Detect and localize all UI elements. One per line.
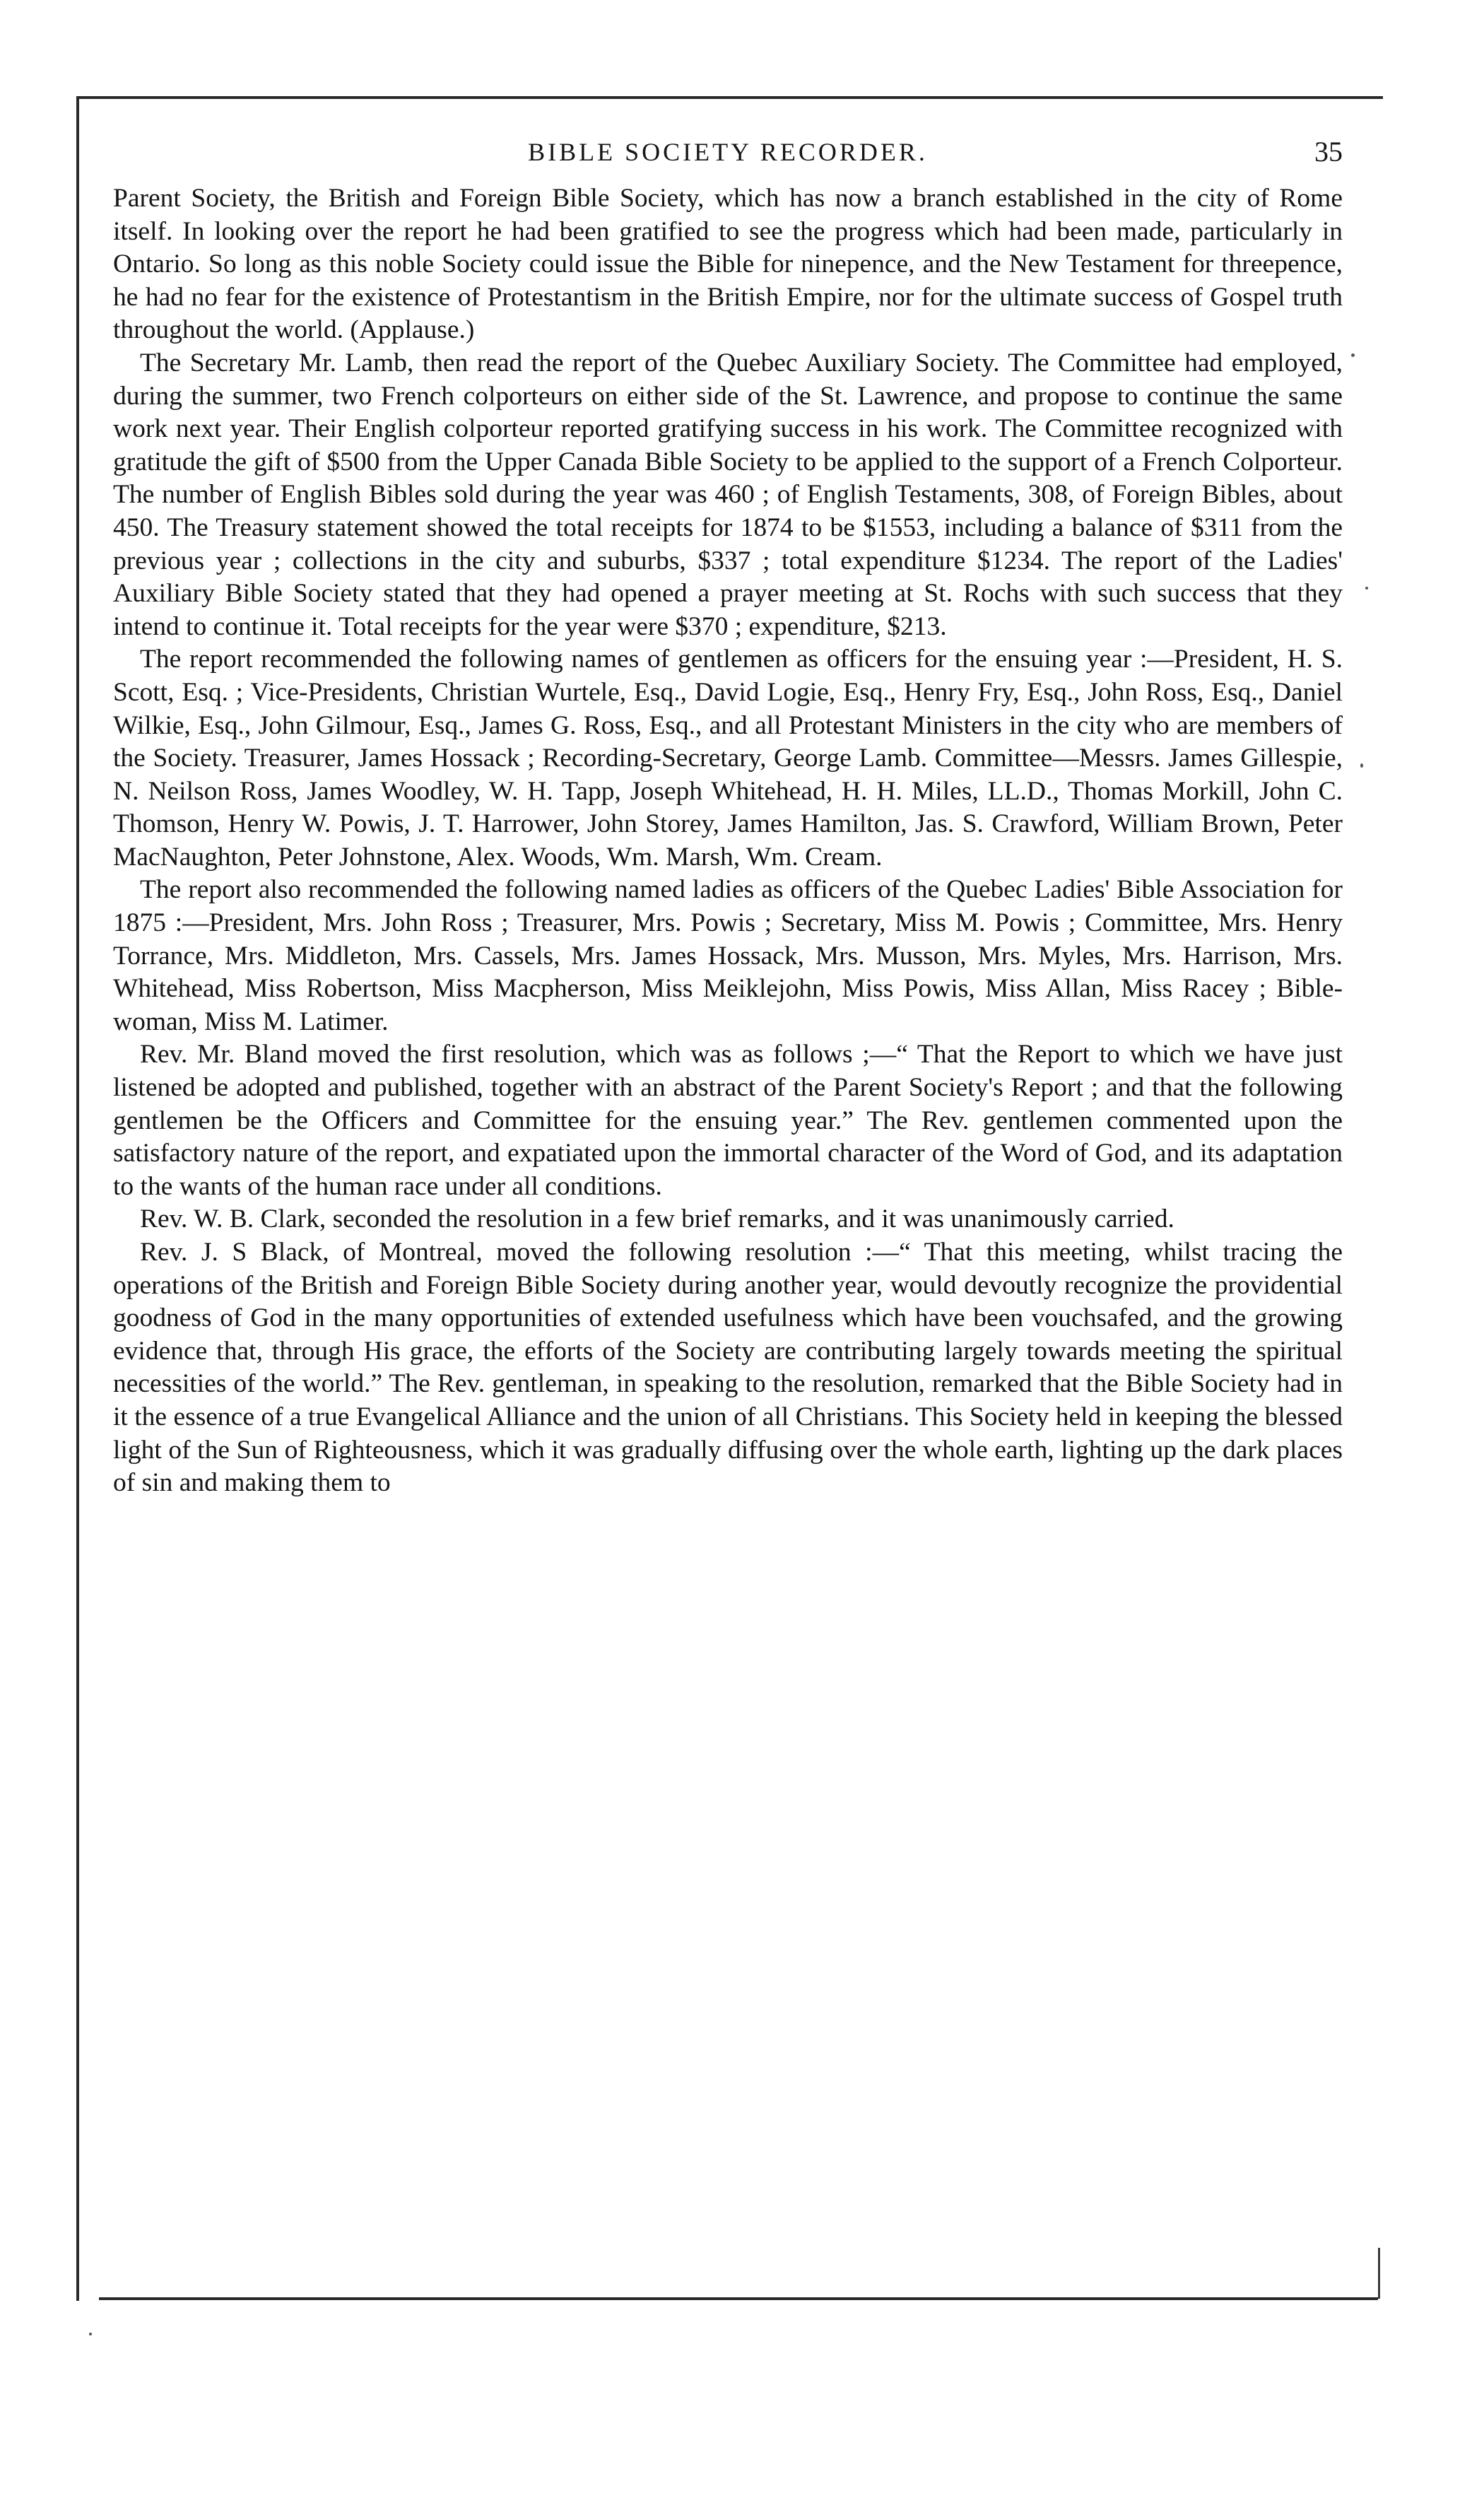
page-header — [113, 131, 1343, 173]
paragraph-gentlemen-officers: The report recommended the following names of gentlemen as officers for the ensuing year :—President, H. S. Scott, Esq. ; Vice-Presidents, Christian Wurtele, Esq., David Logie, Esq., Henry Fry, Esq., John Ross, Esq., Daniel Wilkie, Esq., John Gilmour, Esq., James G. Ross, Esq., and all Protestant Ministers in the city who are members of the Society. Treasurer, James Hossack ; Recording-Secretary, George Lamb. Committee—Messrs. James Gillespie, N. Neilson Ross, James Woodley, W. H. Tapp, Joseph Whitehead, H. H. Miles, LL.D., Thomas Morkill, John C. Thomson, Henry W. Powis, J. T. Harrower, John Storey, James Hamilton, Jas. S. Crawford, William Brown, Peter MacNaughton, Peter Johnstone, Alex. Woods, Wm. Marsh, Wm. Cream. — [113, 645, 1343, 872]
running-title: BIBLE SOCIETY RECORDER. — [528, 138, 928, 166]
right-edge-mark — [1378, 2248, 1380, 2299]
scan-speck — [1351, 353, 1355, 357]
scan-speck — [1365, 587, 1368, 590]
scan-speck — [1360, 763, 1363, 768]
paragraph-seconded: Rev. W. B. Clark, seconded the resolution in a few brief remarks, and it was unanimously carried. — [140, 1204, 1174, 1234]
body-text — [113, 182, 1343, 1500]
paragraph-first-resolution: Rev. Mr. Bland moved the first resolution, which was as follows ;—“ That the Report to which we have just listened be adopted and published, together with an abstract of the Parent Society's Report ; and that the following gentlemen be the Officers and Committee for the ensuing year.” The Rev. gentlemen commented upon the satisfactory nature of the report, and expatiated upon the immortal character of the Word of God, and its adaptation to the wants of the human race under all conditions. — [113, 1040, 1343, 1201]
paragraph-second-resolution: Rev. J. S Black, of Montreal, moved the following resolution :—“ That this meeting, whilst tracing the operations of the British and Foreign Bible Society during another year, would devoutly recognize the providential goodness of God in the many opportunities of extended usefulness which have been vouchsafed, and the growing evidence that, through His grace, the efforts of the Society are contributing largely towards meeting the spiritual necessities of the world.” The Rev. gentleman, in speaking to the resolution, remarked that the Bible Society had in it the essence of a true Evangelical Alliance and the union of all Christians. This Society held in keeping the blessed light of the Sun of Righteousness, which it was gradually diffusing over the whole earth, lighting up the dark places of sin and making them to — [113, 1238, 1343, 1498]
bottom-rule — [99, 2297, 1378, 2300]
paragraph-secretary-report: The Secretary Mr. Lamb, then read the report of the Quebec Auxiliary Society. The Committee had employed, during the summer, two French colporteurs on either side of the St. Lawrence, and propose to continue the same work next year. Their English colporteur reported gratifying success in his work. The Committee recognized with gratitude the gift of $500 from the Upper Canada Bible Society to be applied to the support of a French Colporteur. The number of English Bibles sold during the year was 460 ; of English Testaments, 308, of Foreign Bibles, about 450. The Treasury statement showed the total receipts for 1874 to be $1553, including a balance of $311 from the previous year ; collections in the city and suburbs, $337 ; total expenditure $1234. The report of the Ladies' Auxiliary Bible Society stated that they had opened a prayer meeting at St. Rochs with such success that they intend to continue it. Total receipts for the year were $370 ; expenditure, $213. — [113, 348, 1343, 641]
page-number: 35 — [1314, 136, 1343, 168]
paragraph-parent-society: Parent Society, the British and Foreign Bible Society, which has now a branch established in the city of Rome itself. In looking over the report he had been gratified to see the progress which had been made, particularly in Ontario. So long as this noble Society could issue the Bible for ninepence, and the New Testament for threepence, he had no fear for the existence of Protestantism in the British Empire, nor for the ultimate success of Gospel truth throughout the world. (Applause.) — [113, 184, 1343, 345]
scan-speck — [89, 2333, 92, 2335]
paragraph-ladies-officers: The report also recommended the following named ladies as officers of the Quebec Ladies' Bible Association for 1875 :—President, Mrs. John Ross ; Treasurer, Mrs. Powis ; Secretary, Miss M. Powis ; Committee, Mrs. Henry Torrance, Mrs. Middleton, Mrs. Cassels, Mrs. James Hossack, Mrs. Musson, Mrs. Myles, Mrs. Harrison, Mrs. Whitehead, Miss Robertson, Miss Macpherson, Miss Meiklejohn, Miss Powis, Miss Allan, Miss Racey ; Bible-woman, Miss M. Latimer. — [113, 875, 1343, 1036]
